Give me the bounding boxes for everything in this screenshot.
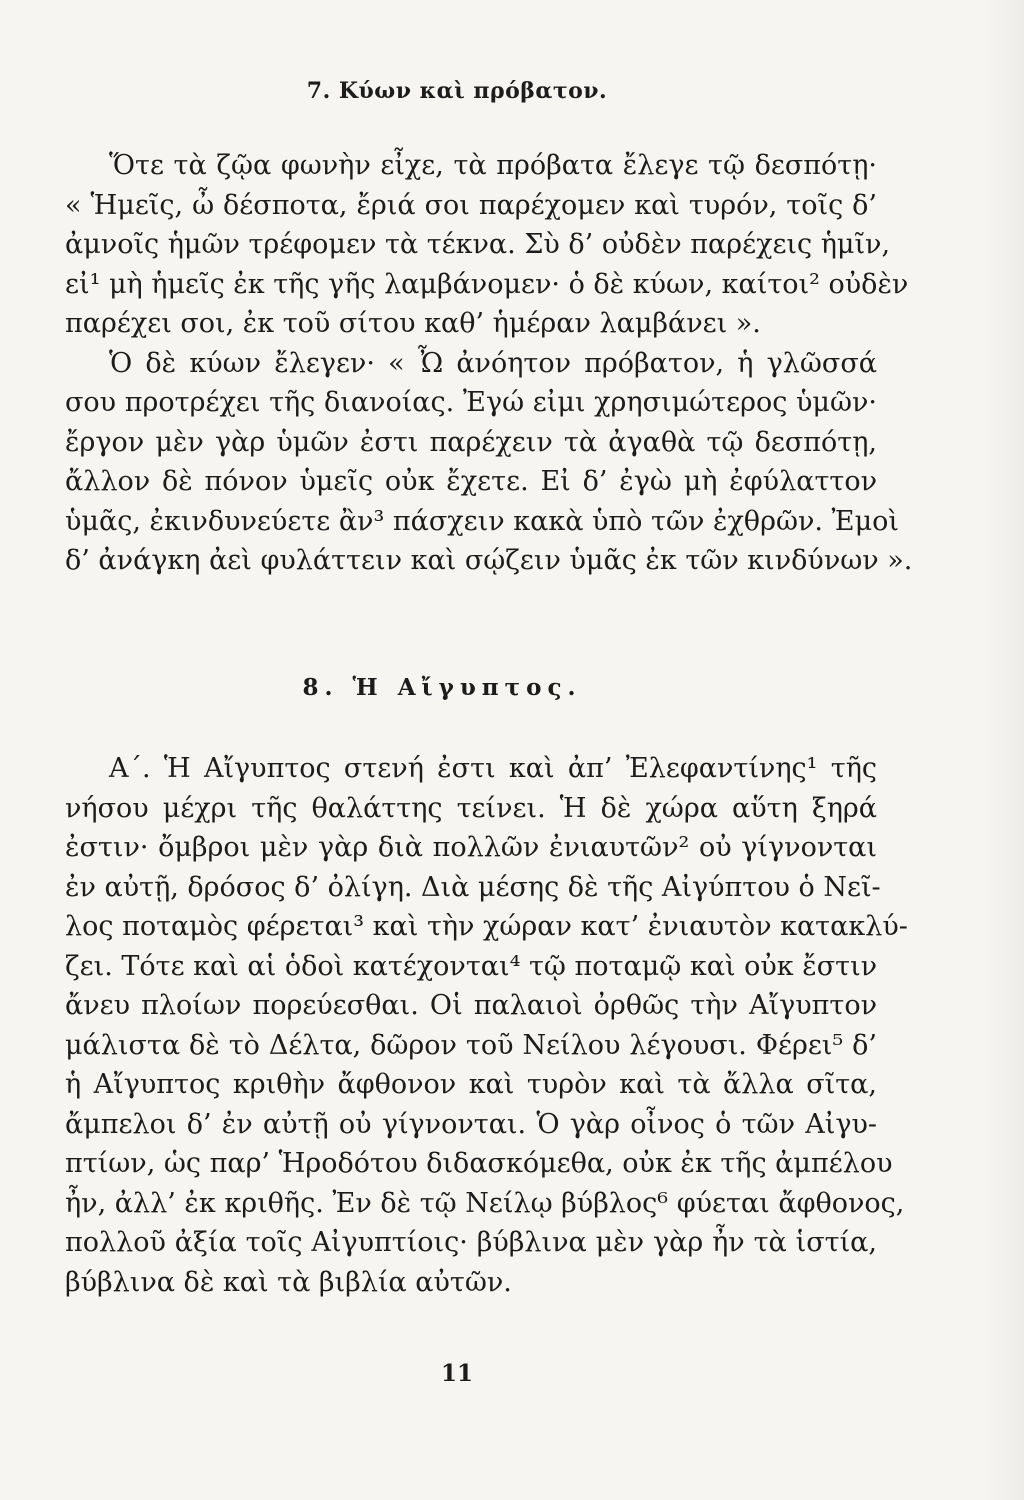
text-line: « Ἡμεῖς, ὦ δέσποτα, ἔριά σοι παρέχομεν καὶ τυρόν, τοῖς δ’ — [65, 189, 877, 221]
page-number: 11 — [440, 1360, 473, 1387]
text-line: ἄλλον δὲ πόνον ὑμεῖς οὐκ ἔχετε. Εἰ δ’ ἐγὼ μὴ ἐφύλαττον — [65, 466, 877, 497]
text-line: νήσου μέχρι τῆς θαλάττης τείνει. Ἡ δὲ χώρα αὕτη ξηρά — [65, 792, 877, 824]
text-line: ἦν, ἀλλ’ ἐκ κριθῆς. Ἐν δὲ τῷ Νείλῳ βύβλος⁶ φύεται ἄφθονος, — [65, 1187, 905, 1219]
text-line: πολλοῦ ἀξία τοῖς Αἰγυπτίοις· βύβλινα μὲν γὰρ ἦν τὰ ἱστία, — [65, 1227, 877, 1258]
text-line: βύβλινα δὲ καὶ τὰ βιβλία αὐτῶν. — [65, 1266, 512, 1298]
section-body-dog-and-sheep — [65, 146, 913, 581]
text-line: ἄνευ πλοίων πορεύεσθαι. Οἱ παλαιοὶ ὀρθῶς τὴν Αἴγυπτον — [65, 990, 877, 1021]
text-line: ἀμνοῖς ἡμῶν τρέφομεν τὰ τέκνα. Σὺ δ’ οὐδὲν παρέχεις ἡμῖν, — [65, 229, 891, 260]
text-line: σου προτρέχει τῆς διανοίας. Ἐγώ εἰμι χρησιμώτερος ὑμῶν· — [65, 387, 877, 418]
section-body-egypt — [65, 749, 908, 1302]
section-title-dog-and-sheep: 7. Κύων καὶ πρόβατον. — [306, 78, 608, 104]
text-line: λος ποταμὸς φέρεται³ καὶ τὴν χώραν κατ’ ἐνιαυτὸν κατακλύ- — [65, 911, 908, 942]
text-line: δ’ ἀνάγκη ἀεὶ φυλάττειν καὶ σῴζειν ὑμᾶς ἐκ τῶν κινδύνων ». — [65, 545, 913, 576]
text-line: ζει. Τότε καὶ αἱ ὁδοὶ κατέχονται⁴ τῷ ποταμῷ καὶ οὐκ ἔστιν — [65, 950, 878, 982]
text-line: εἰ¹ μὴ ἡμεῖς ἐκ τῆς γῆς λαμβάνομεν· ὁ δὲ κύων, καίτοι² οὐδὲν — [65, 268, 909, 300]
text-line: Ὁ δὲ κύων ἔλεγεν· « Ὦ ἀνόητον πρόβατον, ἡ γλῶσσά — [109, 347, 877, 379]
text-line: ἔργον μὲν γὰρ ὑμῶν ἐστι παρέχειν τὰ ἀγαθὰ τῷ δεσπότῃ, — [65, 426, 877, 458]
section-title-egypt: 8. Ἡ Αἴγυπτος. — [302, 674, 582, 701]
text-line: ἐστιν· ὄμβροι μὲν γὰρ διὰ πολλῶν ἐνιαυτῶν² οὐ γίγνονται — [65, 832, 877, 863]
text-line: ἡ Αἴγυπτος κριθὴν ἄφθονον καὶ τυρὸν καὶ τὰ ἄλλα σῖτα, — [65, 1069, 877, 1100]
text-line: ἄμπελοι δ’ ἐν αὐτῇ οὐ γίγνονται. Ὁ γὰρ οἶνος ὁ τῶν Αἰγυ- — [65, 1108, 877, 1140]
text-line: Ὅτε τὰ ζῷα φωνὴν εἶχε, τὰ πρόβατα ἔλεγε τῷ δεσπότῃ· — [109, 150, 877, 181]
text-line: μάλιστα δὲ τὸ Δέλτα, δῶρον τοῦ Νείλου λέγουσι. Φέρει⁵ δ’ — [65, 1029, 877, 1061]
text-line: ὑμᾶς, ἐκινδυνεύετε ἂν³ πάσχειν κακὰ ὑπὸ τῶν ἐχθρῶν. Ἐμοὶ — [65, 505, 899, 537]
page-edge-shadow — [984, 0, 1024, 1500]
text-line: ἐν αὐτῇ, δρόσος δ’ ὀλίγη. Διὰ μέσης δὲ τῆς Αἰγύπτου ὁ Νεῖ- — [65, 871, 881, 903]
text-line: παρέχει σοι, ἐκ τοῦ σίτου καθ’ ἡμέραν λαμβάνει ». — [65, 308, 761, 339]
text-line: Α΄. Ἡ Αἴγυπτος στενή ἐστι καὶ ἀπ’ Ἐλεφαντίνης¹ τῆς — [109, 753, 877, 784]
text-line: πτίων, ὡς παρ’ Ἡροδότου διδασκόμεθα, οὐκ ἐκ τῆς ἀμπέλου — [65, 1148, 893, 1179]
